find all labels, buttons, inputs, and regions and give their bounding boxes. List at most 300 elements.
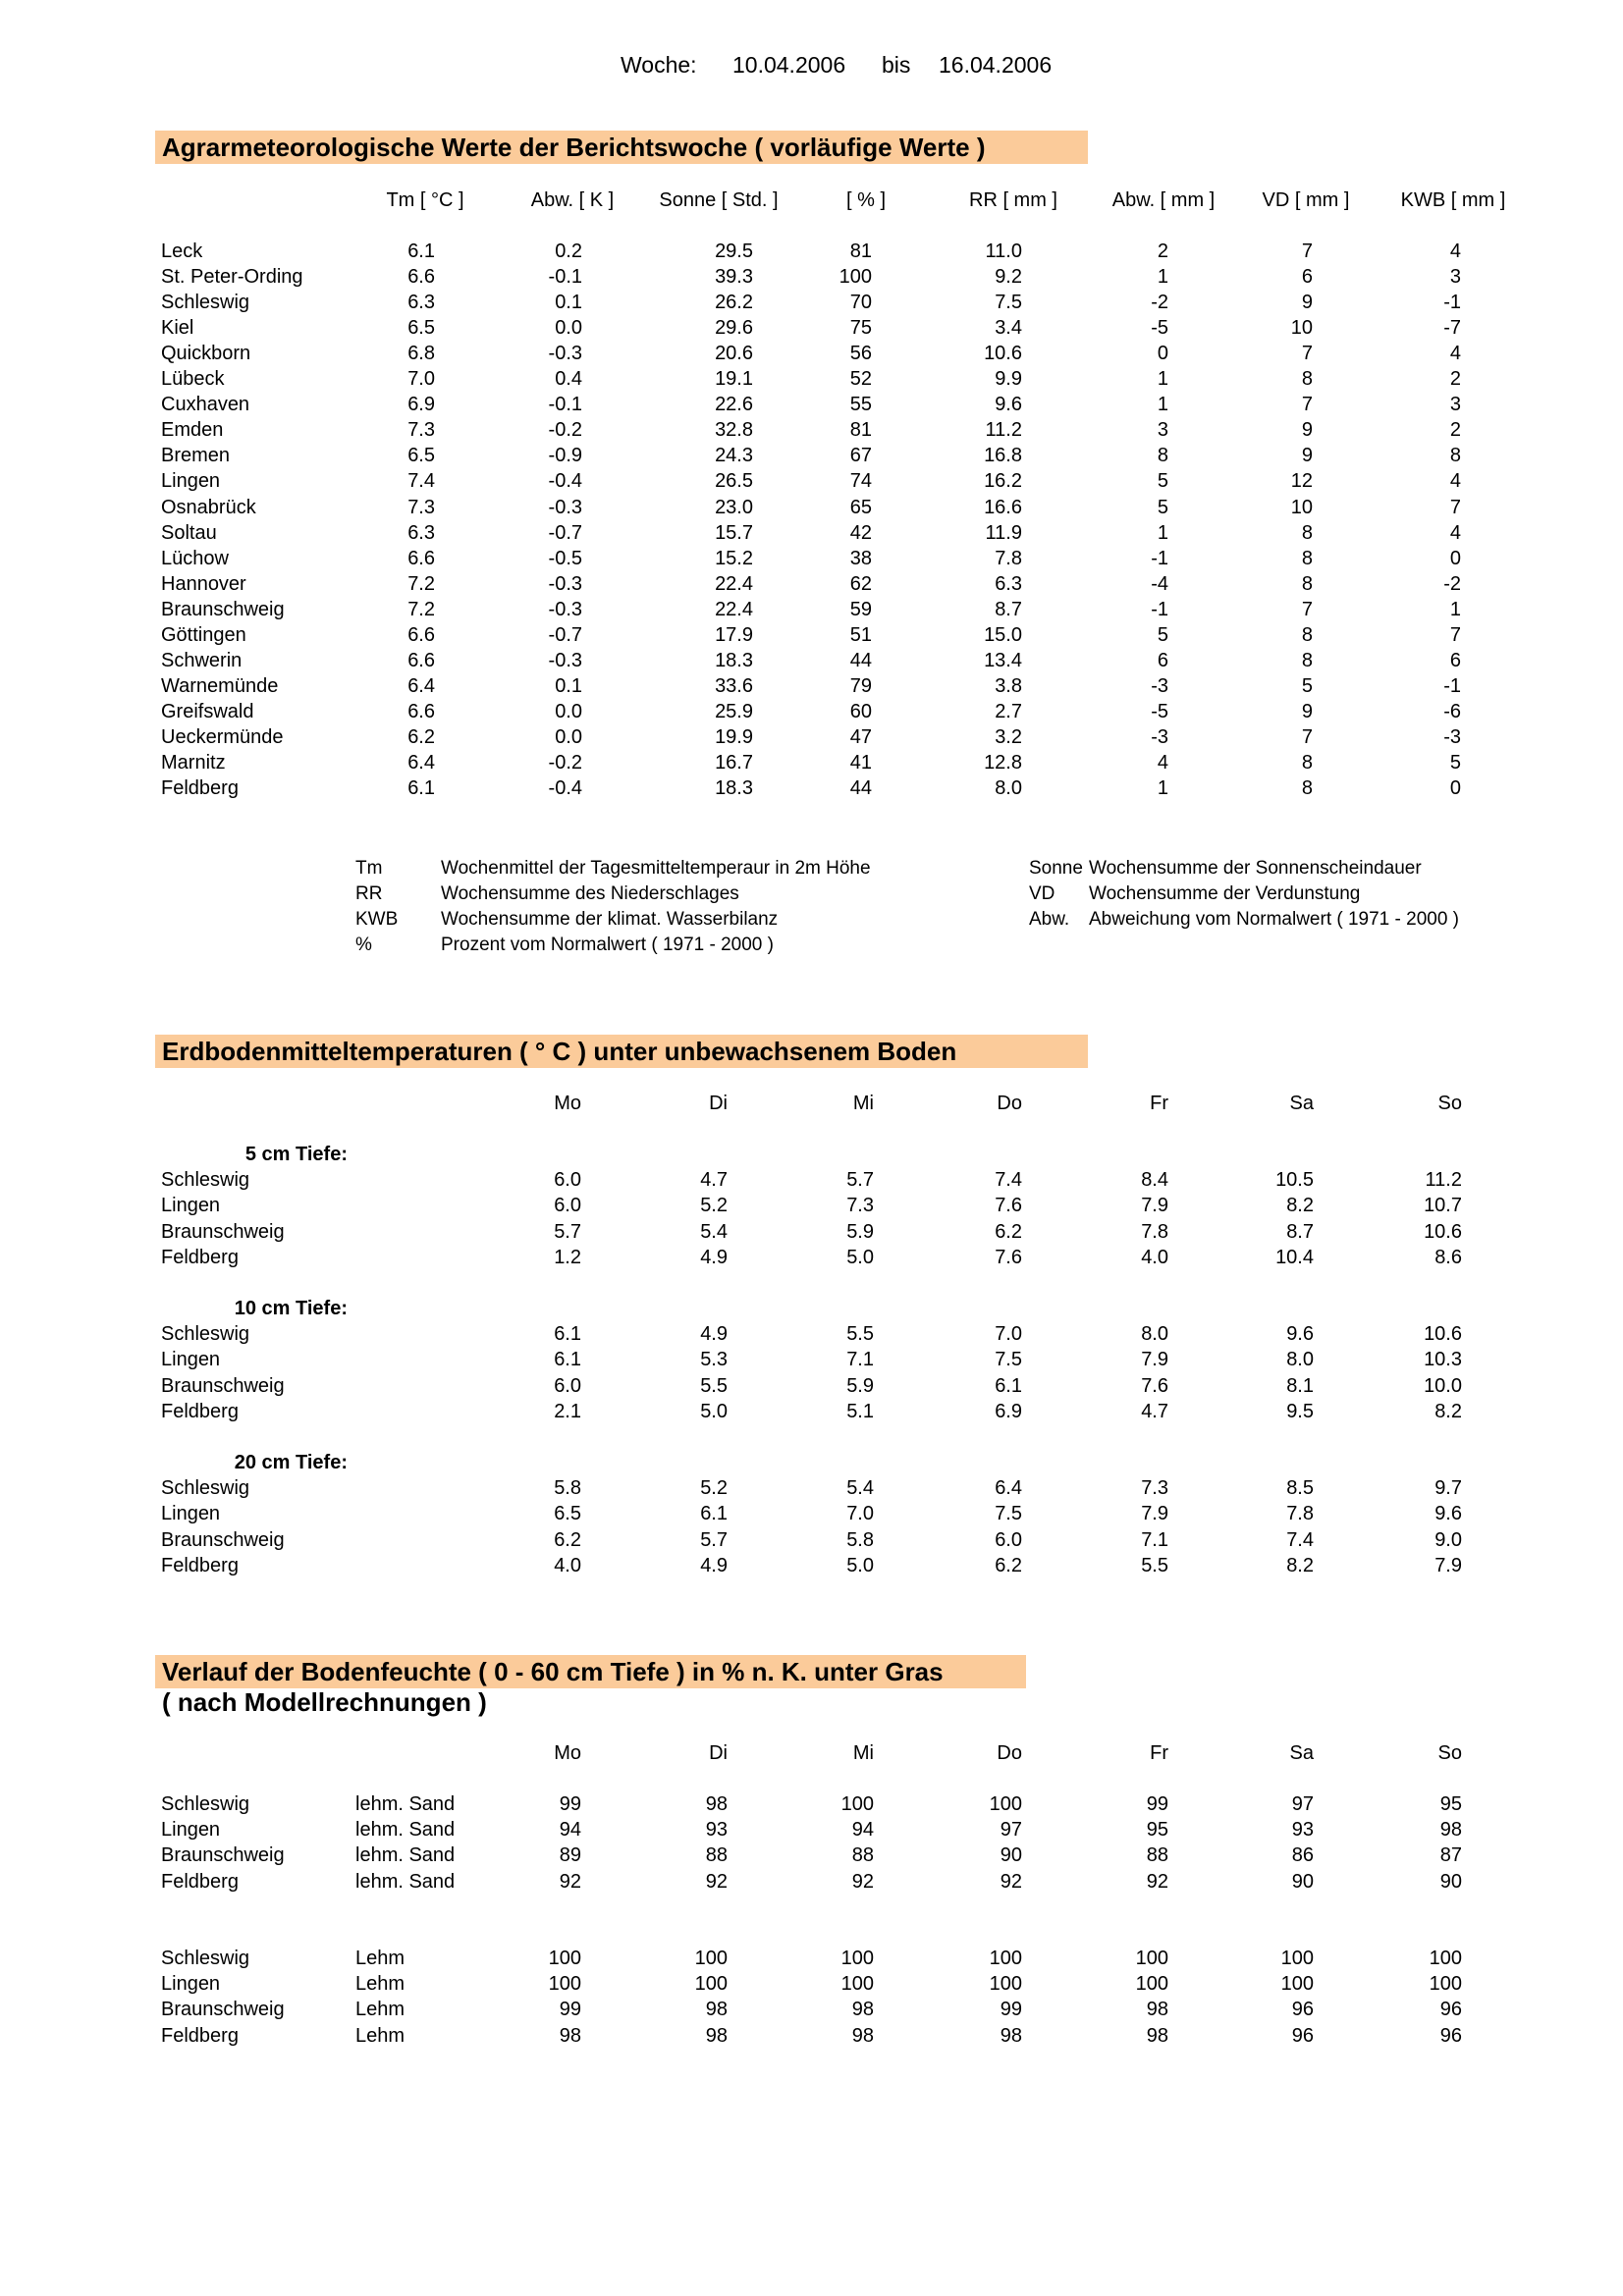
- station-name: Hannover: [161, 573, 246, 595]
- table-cell: -0.4: [548, 470, 582, 492]
- column-header: Tm [ °C ]: [386, 189, 464, 211]
- table-cell: -3: [1151, 675, 1168, 697]
- table-cell: 6.2: [554, 1529, 581, 1551]
- station-name: Feldberg: [161, 2025, 239, 2047]
- table-cell: 9.9: [995, 368, 1022, 390]
- table-cell: 5.2: [700, 1195, 728, 1216]
- station-name: Lingen: [161, 470, 221, 492]
- table-cell: 0.2: [555, 240, 582, 262]
- table-cell: 7: [1301, 726, 1313, 748]
- table-cell: 100: [548, 1948, 581, 1969]
- table-cell: 22.4: [715, 573, 753, 595]
- table-cell: 6.5: [407, 445, 435, 466]
- table-cell: 65: [849, 497, 872, 518]
- table-cell: 2: [1157, 240, 1168, 262]
- table-cell: 8.5: [1286, 1477, 1314, 1499]
- station-name: Feldberg: [161, 777, 239, 799]
- station-name: Bremen: [161, 445, 231, 466]
- station-name: Braunschweig: [161, 1999, 285, 2020]
- table-cell: -0.2: [548, 752, 582, 774]
- table-cell: 5.0: [700, 1401, 728, 1422]
- table-cell: 6.1: [700, 1503, 728, 1524]
- table-cell: 7: [1301, 394, 1313, 415]
- table-cell: 3: [1449, 394, 1461, 415]
- table-cell: -0.3: [548, 599, 582, 620]
- table-cell: 7.8: [995, 548, 1022, 569]
- column-header: RR [ mm ]: [969, 189, 1057, 211]
- station-name: Braunschweig: [161, 599, 285, 620]
- table-cell: 88: [1146, 1844, 1168, 1866]
- table-cell: -5: [1151, 317, 1168, 339]
- station-name: Göttingen: [161, 624, 246, 646]
- table-cell: 19.1: [715, 368, 753, 390]
- table-cell: 6.0: [554, 1195, 581, 1216]
- table-cell: 97: [1000, 1819, 1022, 1841]
- table-cell: 7.0: [407, 368, 435, 390]
- table-cell: 7.4: [1286, 1529, 1314, 1551]
- table-cell: 6.3: [995, 573, 1022, 595]
- table-cell: 100: [989, 1948, 1022, 1969]
- table-cell: -1: [1151, 548, 1168, 569]
- table-cell: 15.7: [715, 522, 753, 544]
- table-cell: 10: [1290, 317, 1313, 339]
- table-cell: 6.0: [554, 1375, 581, 1397]
- table-cell: 6: [1157, 650, 1168, 671]
- table-cell: 98: [851, 2025, 874, 2047]
- table-cell: 100: [1429, 1973, 1462, 1995]
- table-cell: 6.1: [407, 240, 435, 262]
- table-cell: 4.7: [1141, 1401, 1168, 1422]
- table-cell: 7.1: [1141, 1529, 1168, 1551]
- table-cell: 7: [1449, 497, 1461, 518]
- table-cell: 93: [705, 1819, 728, 1841]
- soil-type: Lehm: [355, 1973, 406, 1995]
- day-header: Mo: [554, 1742, 581, 1764]
- table-cell: 3: [1449, 266, 1461, 288]
- table-cell: 18.3: [715, 777, 753, 799]
- table-cell: 8: [1301, 368, 1313, 390]
- table-cell: 29.6: [715, 317, 753, 339]
- table-cell: 3.8: [995, 675, 1022, 697]
- table-cell: 10.5: [1275, 1169, 1314, 1191]
- table-cell: 4.9: [700, 1247, 728, 1268]
- week-label: Woche:: [621, 52, 697, 78]
- table-cell: 7.2: [407, 573, 435, 595]
- table-cell: 11.0: [985, 240, 1022, 262]
- table-cell: 100: [840, 1973, 874, 1995]
- table-cell: 8: [1301, 777, 1313, 799]
- table-cell: 6.4: [995, 1477, 1022, 1499]
- table-cell: 5.9: [846, 1221, 874, 1243]
- table-cell: 5.0: [846, 1247, 874, 1268]
- table-cell: 100: [840, 1793, 874, 1815]
- table-cell: 4: [1449, 522, 1461, 544]
- table-cell: 100: [840, 1948, 874, 1969]
- section1-title: Agrarmeteorologische Werte der Berichtswoche ( vorläufige Werte ): [162, 133, 986, 162]
- table-cell: 98: [1000, 2025, 1022, 2047]
- day-header: Do: [997, 1742, 1022, 1764]
- station-name: Braunschweig: [161, 1375, 285, 1397]
- table-cell: 4.9: [700, 1555, 728, 1576]
- station-name: Feldberg: [161, 1871, 239, 1893]
- table-cell: 6.1: [995, 1375, 1022, 1397]
- table-cell: 81: [849, 419, 872, 441]
- table-cell: 5.4: [700, 1221, 728, 1243]
- column-header: Abw. [ K ]: [530, 189, 615, 211]
- day-header: Di: [709, 1093, 728, 1114]
- table-cell: 44: [849, 777, 872, 799]
- legend-abbr: VD: [1029, 883, 1055, 904]
- legend-text: Wochensumme der Verdunstung: [1089, 883, 1361, 904]
- table-cell: 6.2: [995, 1221, 1022, 1243]
- table-cell: 8: [1449, 445, 1461, 466]
- table-cell: 6.3: [407, 522, 435, 544]
- table-cell: -2: [1443, 573, 1461, 595]
- table-cell: 98: [1439, 1819, 1462, 1841]
- table-cell: -0.1: [548, 266, 582, 288]
- table-cell: 67: [849, 445, 872, 466]
- day-header: Mi: [852, 1742, 874, 1764]
- legend-text: Wochensumme der klimat. Wasserbilanz: [441, 909, 779, 930]
- table-cell: 10.3: [1424, 1349, 1462, 1370]
- table-cell: 94: [559, 1819, 581, 1841]
- table-cell: 100: [694, 1948, 728, 1969]
- table-cell: 100: [548, 1973, 581, 1995]
- station-name: Feldberg: [161, 1555, 239, 1576]
- table-cell: 6.8: [407, 343, 435, 364]
- table-cell: 9.6: [1286, 1323, 1314, 1345]
- table-cell: 7.3: [407, 497, 435, 518]
- section3-title: Verlauf der Bodenfeuchte ( 0 - 60 cm Tiefe ) in % n. K. unter Gras: [162, 1657, 944, 1686]
- table-cell: -0.3: [548, 573, 582, 595]
- table-cell: 5.0: [846, 1555, 874, 1576]
- table-cell: 7.8: [1286, 1503, 1314, 1524]
- table-cell: 0.0: [555, 701, 582, 722]
- table-cell: 3.4: [995, 317, 1022, 339]
- table-cell: 87: [1439, 1844, 1462, 1866]
- table-cell: 99: [559, 1793, 581, 1815]
- table-cell: 92: [705, 1871, 728, 1893]
- table-cell: -7: [1443, 317, 1461, 339]
- day-header: Mo: [554, 1093, 581, 1114]
- table-cell: 95: [1439, 1793, 1462, 1815]
- table-cell: 98: [705, 1793, 728, 1815]
- table-cell: 16.2: [984, 470, 1022, 492]
- table-cell: 3: [1157, 419, 1168, 441]
- table-cell: 5.2: [700, 1477, 728, 1499]
- table-cell: 6.0: [995, 1529, 1022, 1551]
- table-cell: 8.4: [1141, 1169, 1168, 1191]
- table-cell: 8.7: [995, 599, 1022, 620]
- table-cell: 55: [849, 394, 872, 415]
- week-date-to: 16.04.2006: [939, 52, 1053, 78]
- table-cell: 7: [1301, 240, 1313, 262]
- table-cell: 52: [849, 368, 872, 390]
- table-cell: 98: [1146, 2025, 1168, 2047]
- station-name: Lübeck: [161, 368, 225, 390]
- table-cell: 11.2: [985, 419, 1022, 441]
- table-cell: 99: [1000, 1999, 1022, 2020]
- table-cell: 4: [1449, 470, 1461, 492]
- table-cell: 93: [1291, 1819, 1314, 1841]
- table-cell: 95: [1146, 1819, 1168, 1841]
- table-cell: 7.5: [995, 292, 1022, 313]
- table-cell: 6.0: [554, 1169, 581, 1191]
- table-cell: 8: [1301, 522, 1313, 544]
- table-cell: 88: [705, 1844, 728, 1866]
- table-cell: 1: [1157, 522, 1168, 544]
- table-cell: 94: [851, 1819, 874, 1841]
- table-cell: 10.4: [1275, 1247, 1314, 1268]
- table-cell: 4: [1449, 240, 1461, 262]
- table-cell: 7.9: [1141, 1349, 1168, 1370]
- depth-label: 10 cm Tiefe:: [234, 1298, 348, 1319]
- table-cell: 18.3: [715, 650, 753, 671]
- table-cell: 100: [1429, 1948, 1462, 1969]
- table-cell: 7.6: [995, 1195, 1022, 1216]
- station-name: Braunschweig: [161, 1844, 285, 1866]
- station-name: Lingen: [161, 1819, 221, 1841]
- station-name: Leck: [161, 240, 203, 262]
- station-name: Schleswig: [161, 1477, 250, 1499]
- table-cell: 5: [1449, 752, 1461, 774]
- table-cell: 9.7: [1434, 1477, 1462, 1499]
- table-cell: 8: [1301, 752, 1313, 774]
- table-cell: 5.9: [846, 1375, 874, 1397]
- table-cell: 4.0: [554, 1555, 581, 1576]
- table-cell: 12: [1290, 470, 1313, 492]
- day-header: Sa: [1289, 1742, 1314, 1764]
- table-cell: 6.9: [407, 394, 435, 415]
- station-name: Lingen: [161, 1349, 221, 1370]
- table-cell: 7.6: [1141, 1375, 1168, 1397]
- table-cell: 6.6: [407, 624, 435, 646]
- table-cell: 1.2: [554, 1247, 581, 1268]
- table-cell: 0.1: [555, 292, 582, 313]
- station-name: Braunschweig: [161, 1529, 285, 1551]
- table-cell: 96: [1439, 1999, 1462, 2020]
- legend-abbr: Sonne: [1029, 858, 1083, 879]
- table-cell: 26.2: [715, 292, 753, 313]
- depth-label: 20 cm Tiefe:: [234, 1452, 348, 1473]
- table-cell: 6.1: [554, 1349, 581, 1370]
- station-name: Lingen: [161, 1195, 221, 1216]
- table-cell: 0.0: [555, 726, 582, 748]
- table-cell: 0.4: [555, 368, 582, 390]
- table-cell: 6.1: [554, 1323, 581, 1345]
- table-cell: 7.9: [1141, 1195, 1168, 1216]
- table-cell: 92: [1000, 1871, 1022, 1893]
- table-cell: -3: [1151, 726, 1168, 748]
- legend-text: Wochensumme der Sonnenscheindauer: [1089, 858, 1422, 879]
- station-name: Braunschweig: [161, 1221, 285, 1243]
- table-cell: 7.0: [846, 1503, 874, 1524]
- table-cell: 7.4: [995, 1169, 1022, 1191]
- table-cell: 90: [1000, 1844, 1022, 1866]
- table-cell: 5.7: [700, 1529, 728, 1551]
- table-cell: 6.9: [995, 1401, 1022, 1422]
- table-cell: 15.2: [715, 548, 753, 569]
- table-cell: 8: [1301, 650, 1313, 671]
- day-header: Mi: [852, 1093, 874, 1114]
- table-cell: 9.2: [995, 266, 1022, 288]
- table-cell: 92: [851, 1871, 874, 1893]
- soil-type: lehm. Sand: [355, 1819, 456, 1841]
- table-cell: 5: [1301, 675, 1313, 697]
- station-name: Schleswig: [161, 292, 250, 313]
- table-cell: -1: [1443, 675, 1461, 697]
- table-cell: -2: [1151, 292, 1168, 313]
- table-cell: 1: [1157, 368, 1168, 390]
- table-cell: 7: [1449, 624, 1461, 646]
- table-cell: 2.7: [995, 701, 1022, 722]
- table-cell: 7.0: [995, 1323, 1022, 1345]
- table-cell: -0.4: [548, 777, 582, 799]
- table-cell: 100: [1280, 1973, 1314, 1995]
- table-cell: 7.1: [846, 1349, 874, 1370]
- legend-text: Abweichung vom Normalwert ( 1971 - 2000 ): [1089, 909, 1460, 930]
- legend-abbr: RR: [355, 883, 383, 904]
- table-cell: 1: [1157, 777, 1168, 799]
- table-cell: 7: [1301, 343, 1313, 364]
- table-cell: 7: [1301, 599, 1313, 620]
- table-cell: 6.2: [407, 726, 435, 748]
- table-cell: 99: [1146, 1793, 1168, 1815]
- table-cell: 0: [1449, 548, 1461, 569]
- table-cell: 17.9: [715, 624, 753, 646]
- table-cell: 7.3: [1141, 1477, 1168, 1499]
- day-header: So: [1437, 1093, 1462, 1114]
- table-cell: 100: [839, 266, 872, 288]
- table-cell: 12.8: [984, 752, 1022, 774]
- table-cell: 1: [1157, 266, 1168, 288]
- table-cell: 100: [1280, 1948, 1314, 1969]
- table-cell: 8.0: [1286, 1349, 1314, 1370]
- table-cell: 0.1: [555, 675, 582, 697]
- table-cell: 8: [1157, 445, 1168, 466]
- table-cell: 89: [559, 1844, 581, 1866]
- table-cell: 9.0: [1434, 1529, 1462, 1551]
- table-cell: 5.8: [846, 1529, 874, 1551]
- soil-type: lehm. Sand: [355, 1844, 456, 1866]
- table-cell: 51: [849, 624, 872, 646]
- table-cell: 39.3: [715, 266, 753, 288]
- table-cell: 5.7: [554, 1221, 581, 1243]
- table-cell: 96: [1439, 2025, 1462, 2047]
- table-cell: -1: [1151, 599, 1168, 620]
- table-cell: 11.9: [985, 522, 1022, 544]
- table-cell: 10: [1290, 497, 1313, 518]
- day-header: Fr: [1150, 1093, 1168, 1114]
- station-name: St. Peter-Ording: [161, 266, 303, 288]
- table-cell: -6: [1443, 701, 1461, 722]
- station-name: Schwerin: [161, 650, 243, 671]
- table-cell: 96: [1291, 1999, 1314, 2020]
- table-cell: 75: [849, 317, 872, 339]
- table-cell: -0.3: [548, 343, 582, 364]
- table-cell: 5.5: [846, 1323, 874, 1345]
- table-cell: 10.6: [1424, 1221, 1462, 1243]
- table-cell: 9.6: [995, 394, 1022, 415]
- table-cell: 10.0: [1424, 1375, 1462, 1397]
- table-cell: 98: [559, 2025, 581, 2047]
- day-header: Sa: [1289, 1093, 1314, 1114]
- table-cell: 92: [1146, 1871, 1168, 1893]
- day-header: So: [1437, 1742, 1462, 1764]
- table-cell: 4.9: [700, 1323, 728, 1345]
- table-cell: 5: [1157, 497, 1168, 518]
- table-cell: 5.4: [846, 1477, 874, 1499]
- table-cell: 90: [1439, 1871, 1462, 1893]
- table-cell: 81: [849, 240, 872, 262]
- table-cell: 88: [851, 1844, 874, 1866]
- table-cell: 24.3: [715, 445, 753, 466]
- table-cell: 6: [1301, 266, 1313, 288]
- table-cell: 9: [1301, 292, 1313, 313]
- table-cell: 5.1: [846, 1401, 874, 1422]
- station-name: Quickborn: [161, 343, 251, 364]
- table-cell: 7.5: [995, 1349, 1022, 1370]
- table-cell: 4: [1449, 343, 1461, 364]
- table-cell: 10.6: [1424, 1323, 1462, 1345]
- table-cell: -0.5: [548, 548, 582, 569]
- table-cell: 6: [1449, 650, 1461, 671]
- table-cell: 8.7: [1286, 1221, 1314, 1243]
- table-cell: 5.7: [846, 1169, 874, 1191]
- table-cell: 98: [705, 1999, 728, 2020]
- table-cell: 7.9: [1141, 1503, 1168, 1524]
- column-header: Sonne [ Std. ]: [659, 189, 779, 211]
- table-cell: 16.7: [715, 752, 753, 774]
- table-cell: 86: [1291, 1844, 1314, 1866]
- table-cell: 3.2: [995, 726, 1022, 748]
- station-name: Marnitz: [161, 752, 226, 774]
- table-cell: 7.4: [407, 470, 435, 492]
- table-cell: 11.2: [1425, 1169, 1462, 1191]
- table-cell: 6.6: [407, 266, 435, 288]
- section3-subtitle: ( nach Modellrechnungen ): [162, 1687, 487, 1717]
- table-cell: 100: [1135, 1973, 1168, 1995]
- legend-abbr: KWB: [355, 909, 399, 930]
- table-cell: 32.8: [715, 419, 753, 441]
- table-cell: 38: [849, 548, 872, 569]
- table-cell: 8.2: [1434, 1401, 1462, 1422]
- table-cell: 79: [849, 675, 872, 697]
- table-cell: 8.0: [1141, 1323, 1168, 1345]
- table-cell: -0.7: [548, 522, 582, 544]
- station-name: Feldberg: [161, 1247, 239, 1268]
- table-cell: 6.4: [407, 675, 435, 697]
- soil-type: lehm. Sand: [355, 1871, 456, 1893]
- table-cell: 25.9: [715, 701, 753, 722]
- table-cell: 5: [1157, 470, 1168, 492]
- station-name: Lüchow: [161, 548, 229, 569]
- table-cell: 10.6: [984, 343, 1022, 364]
- table-cell: 5.8: [554, 1477, 581, 1499]
- table-cell: 1: [1449, 599, 1461, 620]
- table-cell: 47: [849, 726, 872, 748]
- soil-type: Lehm: [355, 1999, 406, 2020]
- table-cell: 9: [1301, 701, 1313, 722]
- table-cell: 8.1: [1286, 1375, 1314, 1397]
- table-cell: -4: [1151, 573, 1168, 595]
- table-cell: 5.3: [700, 1349, 728, 1370]
- table-cell: 6.6: [407, 650, 435, 671]
- table-cell: 42: [849, 522, 872, 544]
- table-cell: -5: [1151, 701, 1168, 722]
- table-cell: 19.9: [715, 726, 753, 748]
- table-cell: 5: [1157, 624, 1168, 646]
